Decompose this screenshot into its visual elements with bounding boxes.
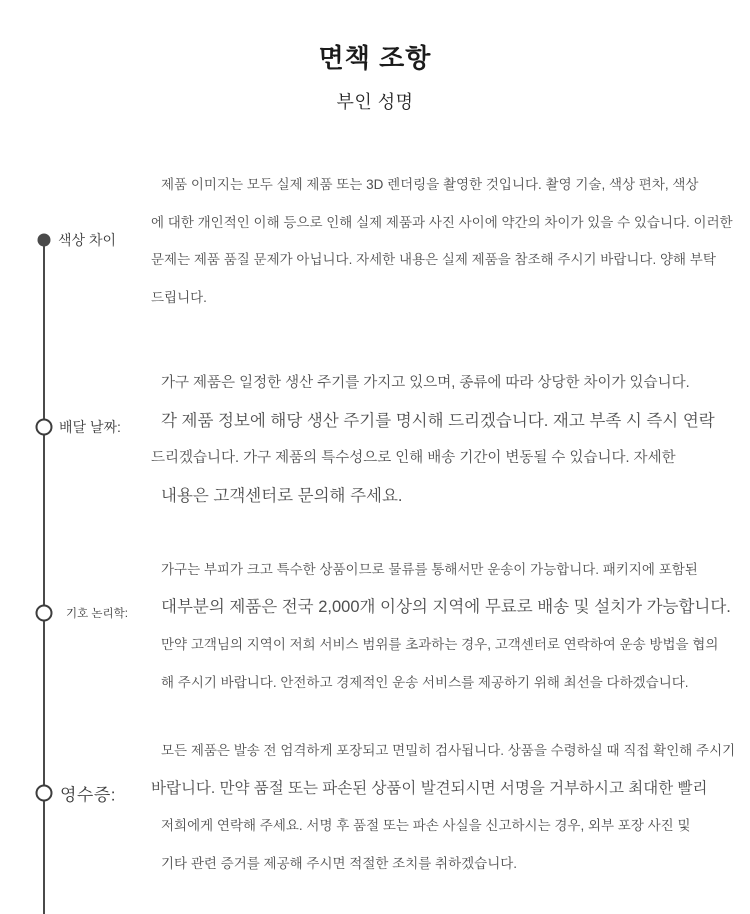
paragraph-line: 저희에게 연락해 주세요. 서명 후 품절 또는 파손 사실을 신고하시는 경우, 외부 포장 사진 및	[161, 818, 691, 833]
timeline-label-receipt: 영수증:	[60, 785, 116, 805]
paragraph-line: 내용은 고객센터로 문의해 주세요.	[161, 486, 403, 505]
timeline-hollow-circle-icon	[36, 605, 53, 622]
section-logistics-paragraph	[151, 551, 731, 701]
paragraph-line: 각 제품 정보에 해당 생산 주기를 명시해 드리겠습니다. 재고 부족 시 즉시 연락	[161, 411, 715, 430]
paragraph-line: 대부분의 제품은 전국 2,000개 이상의 지역에 무료로 배송 및 설치가 가능합니다.	[161, 597, 731, 616]
timeline-hollow-circle-icon	[36, 785, 53, 802]
paragraph-line: 드리겠습니다. 가구 제품의 특수성으로 인해 배송 기간이 변동될 수 있습니다. 자세한	[151, 450, 676, 466]
timeline-label-color-difference: 색상 차이	[58, 232, 116, 248]
timeline-label-logistics: 기호 논리학:	[66, 608, 128, 620]
paragraph-line: 제품 이미지는 모두 실제 제품 또는 3D 렌더링을 촬영한 것입니다. 촬영 기술, 색상 편차, 색상	[161, 177, 699, 192]
paragraph-line: 가구 제품은 일정한 생산 주기를 가지고 있으며, 종류에 따라 상당한 차이가 있습니다.	[161, 375, 690, 391]
timeline-label-delivery-date: 배달 날짜:	[59, 419, 121, 435]
paragraph-line: 가구는 부피가 크고 특수한 상품이므로 물류를 통해서만 운송이 가능합니다. 패키지에 포함된	[161, 562, 698, 577]
paragraph-line: 드립니다.	[151, 289, 207, 305]
paragraph-line: 기타 관련 증거를 제공해 주시면 적절한 조치를 취하겠습니다.	[161, 855, 518, 871]
timeline-filled-circle-icon	[38, 234, 51, 247]
paragraph-line: 해 주시기 바랍니다. 안전하고 경제적인 운송 서비스를 제공하기 위해 최선을 다하겠습니다.	[161, 674, 689, 690]
timeline-line	[43, 240, 45, 914]
page-title: 면책 조항	[318, 43, 432, 73]
paragraph-line: 모든 제품은 발송 전 엄격하게 포장되고 면밀히 검사됩니다. 상품을 수령하실 때 직접 확인해 주시기	[161, 743, 736, 758]
paragraph-line: 에 대한 개인적인 이해 등으로 인해 실제 제품과 사진 사이에 약간의 차이가 있을 수 있습니다. 이러한	[151, 214, 733, 230]
section-delivery-date-paragraph	[151, 365, 731, 515]
section-receipt-paragraph	[151, 732, 736, 882]
page-subtitle: 부인 성명	[336, 92, 414, 112]
paragraph-line: 만약 고객님의 지역이 저희 서비스 범위를 초과하는 경우, 고객센터로 연락하여 운송 방법을 협의	[161, 637, 719, 652]
paragraph-line: 바랍니다. 만약 품절 또는 파손된 상품이 발견되시면 서명을 거부하시고 최대한 빨리	[151, 779, 708, 797]
paragraph-line: 문제는 제품 품질 문제가 아닙니다. 자세한 내용은 실제 제품을 참조해 주시기 바랍니다. 양해 부탁	[151, 252, 716, 267]
section-color-difference-paragraph	[151, 166, 731, 316]
timeline-hollow-circle-icon	[36, 419, 53, 436]
